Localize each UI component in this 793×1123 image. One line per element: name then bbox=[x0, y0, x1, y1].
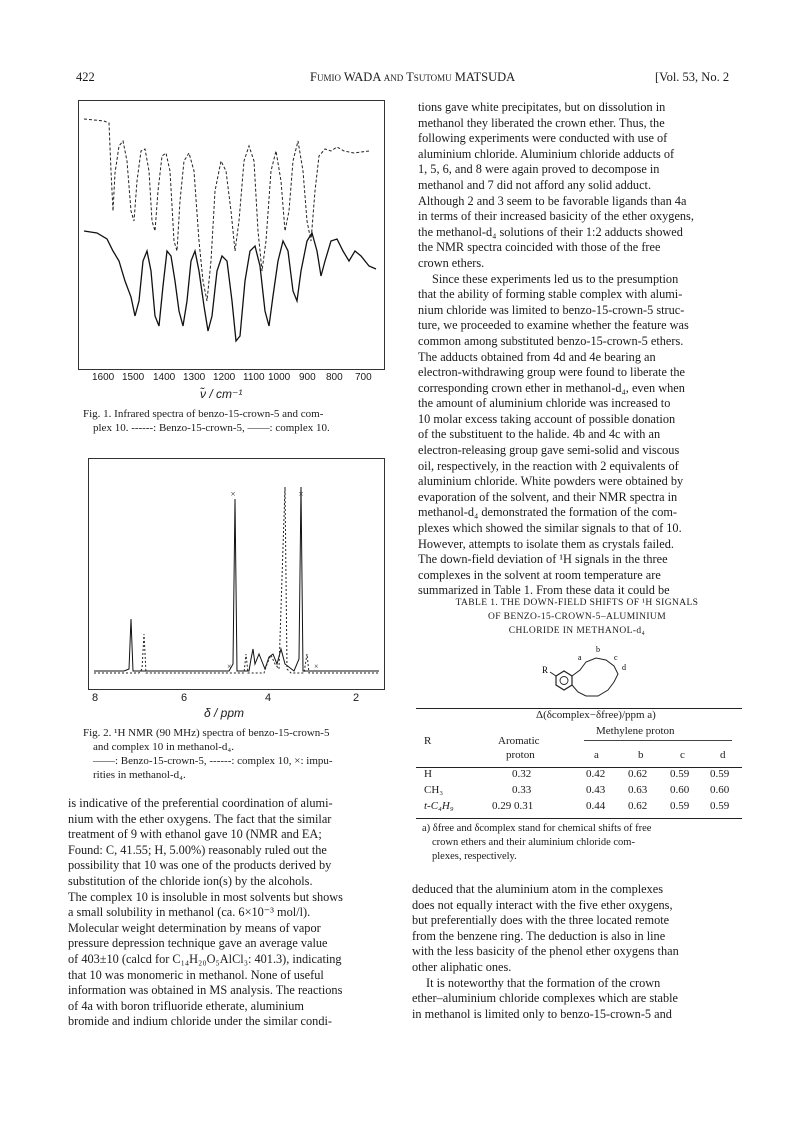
running-authors: Fumio WADA and Tsutomu MATSUDA bbox=[310, 70, 516, 84]
text-line: other aliphatic ones. bbox=[412, 959, 512, 974]
cell-c: 0.59 bbox=[670, 800, 690, 812]
cell-b: 0.63 bbox=[628, 784, 648, 796]
text-line: in terms of their increased basicity of the ether oxygens, bbox=[418, 209, 694, 224]
cell-d: 0.59 bbox=[710, 768, 730, 780]
figure2-caption-line2: and complex 10 in methanol-d₄. bbox=[93, 741, 234, 753]
text-line: substitution of the chloride ion(s) by the alcohols. bbox=[68, 873, 313, 888]
ir-x-tick-8: 800 bbox=[326, 372, 343, 383]
text-line: crown ethers. bbox=[418, 255, 485, 270]
cell-d: 0.60 bbox=[710, 784, 730, 796]
table-row bbox=[416, 800, 742, 816]
text-line: summarized in Table 1. From these data it could be bbox=[418, 583, 670, 598]
text-line: oil, respectively, in the reaction with 2 equivalents of bbox=[418, 458, 679, 473]
text-line: It is noteworthy that the formation of the crown bbox=[426, 975, 661, 990]
struct-label-d: d bbox=[622, 663, 626, 672]
footnote-line3: plexes, respectively. bbox=[432, 851, 517, 862]
text-line: complexes in the solvent at room temperature are bbox=[418, 567, 661, 582]
text-line: 10 molar excess taking account of possible donation bbox=[418, 411, 676, 426]
text-line: that the ability of forming stable complex with alumi- bbox=[418, 287, 683, 302]
footnote-line2: crown ethers and their aluminium chloride com- bbox=[432, 837, 635, 848]
text-line: methanol-d₄ demonstrated the formation of the com- bbox=[418, 505, 678, 520]
col-header-b: b bbox=[638, 749, 644, 761]
struct-label-a: a bbox=[578, 653, 582, 662]
svg-text:×: × bbox=[227, 662, 232, 671]
text-line: ture, we proceeded to examine whether the feature was bbox=[418, 318, 689, 333]
col-header-aromatic-l1: Aromatic bbox=[498, 735, 540, 747]
text-line: However, attempts to isolate them as crystals failed. bbox=[418, 536, 674, 551]
struct-label-b: b bbox=[596, 645, 600, 654]
figure2-caption-line3: ——: Benzo-15-crown-5, ------: complex 10, ×: impu- bbox=[93, 755, 333, 767]
text-line: electron-releasing group gave semi-solid and viscous bbox=[418, 443, 680, 458]
svg-text:×: × bbox=[230, 489, 236, 499]
text-line: methanol and 7 did not afford any solid adduct. bbox=[418, 177, 652, 192]
col-header-d: d bbox=[720, 749, 726, 761]
text-line: methanol they liberated the crown ether. Thus, the bbox=[418, 115, 665, 130]
nmr-x-tick-8: 8 bbox=[92, 692, 99, 704]
text-line: corresponding crown ether in methanol-d₄, even when bbox=[418, 380, 685, 395]
text-line: with the less basicity of the phenol ether oxygens than bbox=[412, 944, 679, 959]
cell-a: 0.44 bbox=[586, 800, 606, 812]
cell-c: 0.60 bbox=[670, 784, 690, 796]
ir-spectrum-plot bbox=[79, 101, 384, 369]
text-line: following experiments were conducted with use of bbox=[418, 131, 668, 146]
text-line: does not equally interact with the five ether oxygens, bbox=[412, 897, 673, 912]
text-line: bromide and indium chloride under the similar condi- bbox=[68, 1014, 332, 1029]
ir-spectrum-figure bbox=[78, 100, 385, 370]
col-header-methylene: Methylene proton bbox=[596, 725, 675, 737]
svg-text:×: × bbox=[298, 489, 304, 499]
cell-aromatic: 0.33 bbox=[512, 784, 532, 796]
text-line: from the benzene ring. The deduction is also in line bbox=[412, 928, 666, 943]
text-line: ether–aluminium chloride complexes which are stable bbox=[412, 991, 678, 1006]
svg-text:×: × bbox=[314, 662, 319, 671]
text-line: possibility that 10 was one of the products derived by bbox=[68, 858, 332, 873]
ir-x-tick-2: 1400 bbox=[153, 372, 176, 383]
text-line: is indicative of the preferential coordination of alumi- bbox=[68, 796, 333, 810]
table-title-line3: CHLORIDE IN METHANOL-d₄ bbox=[508, 626, 646, 636]
text-line: the amount of aluminium chloride was increased to bbox=[418, 396, 671, 411]
text-line: but preferentially does with the three located remote bbox=[412, 913, 670, 928]
text-line: The down-field deviation of ¹H signals in the three bbox=[418, 552, 668, 567]
struct-label-c: c bbox=[614, 653, 618, 662]
cell-r: t-C₄H₉ bbox=[424, 800, 454, 812]
table-title-line2: OF BENZO-15-CROWN-5–ALUMINIUM bbox=[487, 612, 667, 622]
struct-label-r: R bbox=[542, 665, 549, 675]
text-line: common among substituted benzo-15-crown-5 ethers. bbox=[418, 333, 684, 348]
footnote-line1: a) δfree and δcomplex stand for chemical shifts of free bbox=[422, 823, 652, 834]
col-header-a: a bbox=[594, 749, 599, 761]
text-line: Found: C, 41.55; H, 5.00%) reasonably ruled out the bbox=[68, 842, 327, 857]
col-header-aromatic-l2: proton bbox=[506, 749, 535, 761]
text-line: pressure depression technique gave an average value bbox=[68, 936, 328, 951]
table-row bbox=[416, 768, 742, 784]
cell-b: 0.62 bbox=[628, 768, 648, 780]
benzo-crown-structure bbox=[530, 642, 650, 708]
nmr-spectrum-plot bbox=[89, 459, 384, 689]
page-number: 422 bbox=[76, 70, 95, 84]
text-line: deduced that the aluminium atom in the complexes bbox=[412, 882, 663, 896]
text-line: 1, 5, 6, and 8 were again proved to decompose in bbox=[418, 162, 660, 177]
text-line: aluminium chloride. Aluminium chloride adducts of bbox=[418, 146, 675, 161]
text-line: evaporation of the solvent, and their NMR spectra in bbox=[418, 489, 678, 504]
cell-a: 0.42 bbox=[586, 768, 606, 780]
table-title-line1: TABLE 1. THE DOWN-FIELD SHIFTS OF ¹H SIGNALS bbox=[455, 598, 699, 608]
right-column-text-top bbox=[418, 100, 740, 599]
ir-x-tick-7: 900 bbox=[299, 372, 316, 383]
text-line: in methanol is limited only to benzo-15-crown-5 and bbox=[412, 1006, 672, 1021]
benzo-15-crown-5-nmr-trace bbox=[94, 487, 379, 671]
nmr-spectrum-figure bbox=[88, 458, 385, 690]
text-line: nium chloride was limited to benzo-15-crown-5 struc- bbox=[418, 302, 685, 317]
cell-d: 0.59 bbox=[710, 800, 730, 812]
ir-x-tick-4: 1200 bbox=[213, 372, 236, 383]
ir-x-tick-6: 1000 bbox=[268, 372, 291, 383]
ir-x-tick-5: 1100 bbox=[243, 372, 265, 383]
text-line: that 10 was monomeric in methanol. None of useful bbox=[68, 967, 324, 982]
text-line: of 4a with boron trifluoride etherate, aluminium bbox=[68, 998, 304, 1013]
benzo-15-crown-5-ir-trace bbox=[84, 119, 369, 301]
figure1-caption-line2: plex 10. ------: Benzo-15-crown-5, ——: complex 10. bbox=[93, 422, 330, 434]
text-line: The adducts obtained from 4d and 4e bearing an bbox=[418, 349, 656, 364]
text-line: Although 2 and 3 seem to be favorable ligands than 4a bbox=[418, 193, 687, 208]
table-title bbox=[412, 596, 742, 638]
figure2-caption-line1: Fig. 2. ¹H NMR (90 MHz) spectra of benzo-15-crown-5 bbox=[83, 727, 330, 739]
text-line: the methanol-d₄ solutions of their 1:2 adducts showed bbox=[418, 224, 683, 239]
table-row bbox=[416, 784, 742, 800]
table-1 bbox=[416, 708, 742, 864]
cell-r: CH₃ bbox=[424, 784, 444, 796]
text-line: aluminium chloride. White powders were obtained by bbox=[418, 474, 684, 489]
nmr-x-tick-6: 6 bbox=[181, 692, 188, 704]
col-header-r: R bbox=[424, 735, 432, 747]
text-line: plexes which showed the similar signals to that of 10. bbox=[418, 521, 682, 536]
text-line: treatment of 9 with ethanol gave 10 (NMR and EA; bbox=[68, 827, 322, 842]
cell-c: 0.59 bbox=[670, 768, 690, 780]
delta-header: Δ(δcomplex−δfree)/ppm a) bbox=[536, 709, 656, 721]
journal-volume: [Vol. 53, No. 2 bbox=[655, 70, 730, 84]
complex-10-ir-trace bbox=[84, 231, 376, 341]
nmr-x-unit: δ / ppm bbox=[204, 706, 245, 720]
text-line: the NMR spectra coincided with those of the free bbox=[418, 240, 661, 255]
text-line: of 403±10 (calcd for C₁₄H₂₀O₅AlCl₃: 401.3), indicating bbox=[68, 951, 342, 966]
cell-aromatic: 0.29 0.31 bbox=[492, 800, 534, 812]
cell-aromatic: 0.32 bbox=[512, 768, 532, 780]
nmr-x-tick-2: 2 bbox=[353, 692, 360, 704]
figure1-caption-line1: Fig. 1. Infrared spectra of benzo-15-crown-5 and com- bbox=[83, 408, 324, 420]
text-line: of the substituent to the halide. 4b and 4c with an bbox=[418, 427, 661, 442]
ir-x-unit: ν̃ / cm⁻¹ bbox=[200, 387, 243, 401]
cell-r: H bbox=[424, 768, 432, 780]
text-line: Since these experiments led us to the presumption bbox=[432, 271, 679, 286]
left-column-text bbox=[68, 796, 386, 1030]
ir-x-tick-9: 700 bbox=[355, 372, 372, 383]
ir-x-tick-3: 1300 bbox=[183, 372, 206, 383]
text-line: information was obtained in MS analysis. The reactions bbox=[68, 983, 343, 998]
text-line: Molecular weight determination by means of vapor bbox=[68, 920, 321, 935]
ir-x-tick-1: 1500 bbox=[122, 372, 145, 383]
ir-x-tick-0: 1600 bbox=[92, 372, 115, 383]
cell-b: 0.62 bbox=[628, 800, 648, 812]
text-line: The complex 10 is insoluble in most solvents but shows bbox=[68, 889, 343, 904]
table-footnote bbox=[416, 822, 742, 864]
text-line: nium with the ether oxygens. The fact that the similar bbox=[68, 811, 332, 826]
figure2-caption-line4: rities in methanol-d₄. bbox=[93, 769, 186, 781]
right-column-text-bottom bbox=[412, 882, 740, 1022]
text-line: tions gave white precipitates, but on dissolution in bbox=[418, 100, 666, 114]
cell-a: 0.43 bbox=[586, 784, 606, 796]
text-line: electron-withdrawing group were found to liberate the bbox=[418, 365, 686, 380]
col-header-c: c bbox=[680, 749, 685, 761]
nmr-x-tick-4: 4 bbox=[265, 692, 272, 704]
text-line: a small solubility in methanol (ca. 6×10⁻³ mol/l). bbox=[68, 905, 311, 920]
